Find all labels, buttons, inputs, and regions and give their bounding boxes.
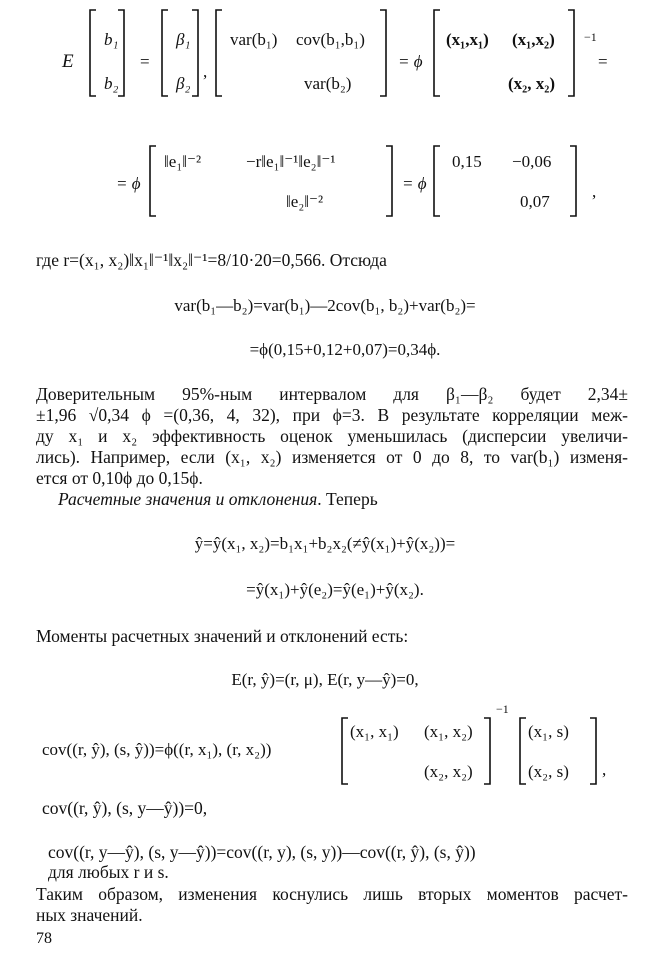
var-difference-result: =ϕ(0,15+0,12+0,07)=0,34ϕ.	[249, 340, 441, 359]
paragraph-line: Доверительным 95%-ным интервалом для β₁—β₂ будет 2,34±	[36, 384, 628, 404]
vector-x1s: (x₁, s)	[528, 722, 569, 741]
final-paragraph-line: ных значений.	[36, 905, 143, 925]
value-012: −0,06	[512, 152, 552, 171]
expectation-equation: E(r, ŷ)=(r, μ), E(r, y—ŷ)=0,	[231, 670, 419, 689]
definition-r-line: где r=(x₁, x₂)‖x₁‖⁻¹‖x₂‖⁻¹=8/10·20=0,566. Отсюда	[36, 250, 387, 270]
equals-phi: = ϕ	[116, 174, 141, 193]
vector-beta1: β₁	[176, 30, 191, 49]
gram-x1x2: (x₁, x₂)	[424, 722, 473, 741]
paragraph-line: ду x₁ и x₂ эффективность оценок уменьшилась (дисперсии увеличи-	[36, 426, 628, 446]
vector-b1: b₁	[104, 30, 119, 49]
equals-sign: =	[140, 52, 150, 71]
expectation-symbol: E	[62, 51, 74, 72]
x2x2: (x₂, x₂)	[508, 74, 556, 93]
equals-phi-2: = ϕ	[402, 174, 427, 193]
cross-term: −r‖e₁‖⁻¹‖e₂‖⁻¹	[246, 152, 336, 171]
for-any-r-s: для любых r и s.	[48, 862, 169, 882]
page-number: 78	[36, 930, 52, 947]
section-heading	[58, 489, 378, 510]
cov-b1b1: cov(b₁,b₁)	[296, 30, 365, 49]
inverse-exponent: −1	[496, 702, 509, 716]
covariance-zero-equation: cov((r, ŷ), (s, y—ŷ))=0,	[42, 798, 208, 818]
fitted-values-equation: ŷ=ŷ(x₁, x₂)=b₁x₁+b₂x₂(≠ŷ(x₁)+ŷ(x₂))=	[194, 534, 456, 553]
paragraph-line: ±1,96 √0,34 ϕ =(0,36, 4, 32), при ϕ=3. В результате корреляции меж-	[36, 405, 628, 425]
equals-phi: = ϕ	[398, 52, 423, 71]
vector-beta2: β₂	[176, 74, 191, 93]
value-022: 0,07	[520, 192, 550, 211]
var-difference-equation: var(b₁—b₂)=var(b₁)—2cov(b₁, b₂)+var(b₂)=	[174, 296, 476, 315]
vector-x2s: (x₂, s)	[528, 762, 569, 781]
vector-b2: b₂	[104, 74, 119, 93]
x1x1: (x₁,x₁)	[446, 30, 489, 49]
gram-x2x2: (x₂, x₂)	[424, 762, 473, 781]
final-paragraph-line: Таким образом, изменения коснулись лишь вторых моментов расчет-	[36, 884, 628, 904]
var-b1: var(b₁)	[230, 30, 278, 49]
paragraph-line: лись). Например, если (x₁, x₂) изменяется от 0 до 8, то var(b₁) изменя-	[36, 447, 628, 467]
bracket-gram-matrix	[340, 0, 500, 800]
var-b2: var(b₂)	[304, 74, 352, 93]
gram-x1x1: (x₁, x₁)	[350, 722, 399, 741]
comma: ,	[602, 760, 607, 779]
covariance-residual-equation: cov((r, y—ŷ), (s, y—ŷ))=cov((r, y), (s, y))—cov((r, ŷ), (s, ŷ))	[48, 842, 476, 862]
bracket-vector	[518, 0, 608, 800]
value-011: 0,15	[452, 152, 482, 171]
inverse-exponent: −1	[584, 30, 597, 44]
paragraph-line: ется от 0,10ϕ до 0,15ϕ.	[36, 468, 203, 488]
norm-e1-inv-sq: ‖e₁‖⁻²	[164, 152, 202, 171]
fitted-values-decomposition: =ŷ(x₁)+ŷ(e₂)=ŷ(e₁)+ŷ(x₂).	[246, 580, 424, 599]
section-title: Расчетные значения и отклонения	[58, 489, 318, 509]
covariance-lhs: cov((r, ŷ), (s, ŷ))=ϕ((r, x₁), (r, x₂))	[42, 740, 272, 759]
comma: ,	[592, 182, 597, 201]
comma: ,	[203, 62, 208, 81]
norm-e2-inv-sq: ‖e₂‖⁻²	[286, 192, 324, 211]
x1x2: (x₁,x₂)	[512, 30, 555, 49]
equals-end: =	[598, 52, 608, 71]
moments-intro: Моменты расчетных значений и отклонений есть:	[36, 626, 409, 646]
section-title-tail: . Теперь	[317, 489, 378, 509]
